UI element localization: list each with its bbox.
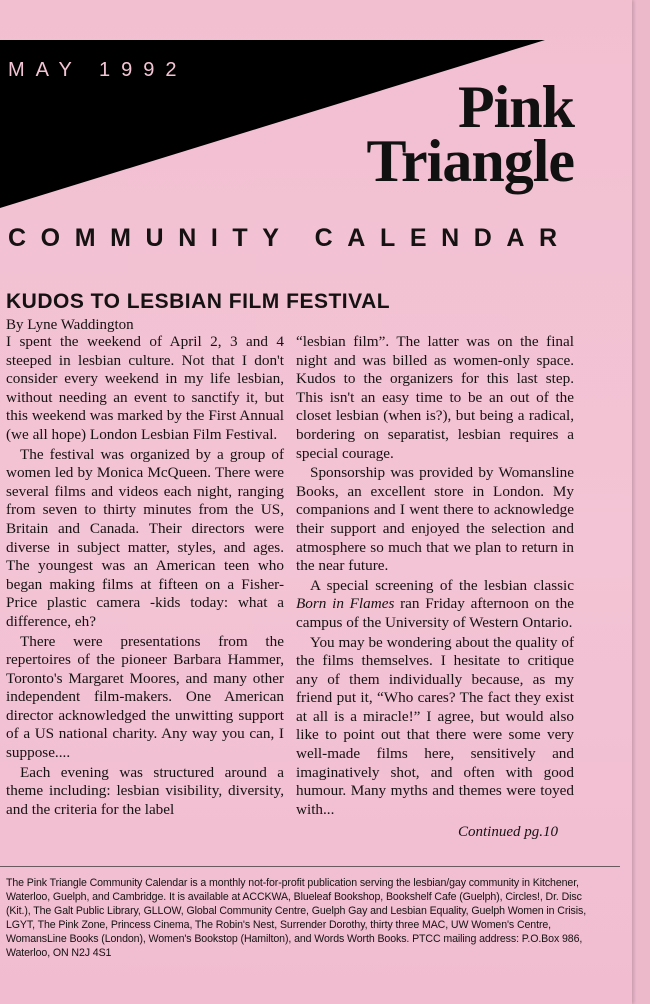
article-column-right [296, 333, 574, 820]
issue-date: MAY 1992 [8, 59, 188, 81]
masthead-title-line1: Pink [457, 74, 574, 140]
masthead-title-line2: Triangle [366, 128, 574, 194]
footer-divider [0, 866, 620, 867]
paragraph: The festival was organized by a group of women led by Monica McQueen. There were several films and videos each night, ranging from seven to thirty minutes from the US, Britain and Canada. Their directors were diverse in subject matter, styles, and ages. The youngest was an American teen who began making films at fifteen on a Fisher-Price plastic camera -kids today: what a difference, eh? [6, 445, 284, 630]
publication-info-footer: The Pink Triangle Community Calendar is a monthly not-for-profit publication serving the lesbian/gay community in Kitchener, Waterloo, Guelph, and Cambridge. It is available at ACCKWA, Blueleaf Bookshop, Bookshelf Cafe (Guelph), Circles!, Dr. Disc (Kit.), The Galt Public Library, GLLOW, Global Community Centre, Guelph Gay and Lesbian Equality, Guelph Women in Crisis, LGYT, The Pink Zone, Princess Cinema, The Robin's Nest, Surrender Dorothy, thirty three MAC, UW Women's Centre, WomansLine Books (London), Women's Bookstop (Hamilton), and Words Worth Books. PTCC mailing address: P.O.Box 986, Waterloo, ON N2J 4S1 [6, 877, 587, 959]
paragraph: Sponsorship was provided by Womansline Books, an excellent store in London. My companions and I went there to acknowledge their support and enjoyed the selection and atmosphere so much that we plan to return in the near future. [296, 464, 574, 575]
paragraph: You may be wondering about the quality of the films themselves. I hesitate to critique any of them individually because, as my friend put it, “Who cares? The fact they exist at all is a miracle!” I agree, but would also like to point out that there were some very well-made films here, sensitively and imaginatively shot, and often with good humour. Many myths and themes were toyed with... [296, 633, 574, 818]
screening-text-before: A special screening of the lesbian classic [310, 576, 574, 594]
screening-text-after: ran Friday afternoon on the campus of the University of Western Ontario. [296, 595, 574, 631]
masthead-subtitle: COMMUNITY CALENDAR [8, 224, 572, 252]
paragraph [296, 577, 574, 633]
film-title: Born in Flames [296, 595, 395, 613]
paragraph: There were presentations from the repertoires of the pioneer Barbara Hammer, Toronto's Margaret Moores, and many other independent film-makers. One American director acknowledged the unwitting support of a US national charity. Any way you can, I suppose.... [6, 632, 284, 762]
paragraph: I spent the weekend of April 2, 3 and 4 steeped in lesbian culture. Not that I don't consider every weekend in my life lesbian, without needing an event to sanctify it, but this weekend was marked by the First Annual (we all hope) London Lesbian Film Festival. [6, 333, 284, 443]
article-byline: By Lyne Waddington [6, 317, 134, 333]
paragraph: “lesbian film”. The latter was on the final night and was billed as women-only space. Kudos to the organizers for this last step. This isn't an easy time to be an out of the closet lesbian (when is?), but being a radical, bordering on separatist, lesbian requires a special courage. [296, 333, 574, 462]
article-headline: KUDOS TO LESBIAN FILM FESTIVAL [6, 290, 391, 313]
article-column-left [6, 333, 284, 820]
masthead-title [366, 74, 574, 194]
continued-note: Continued pg.10 [458, 824, 558, 840]
paragraph: Each evening was structured around a theme including: lesbian visibility, diversity, and the criteria for the label [6, 763, 284, 818]
